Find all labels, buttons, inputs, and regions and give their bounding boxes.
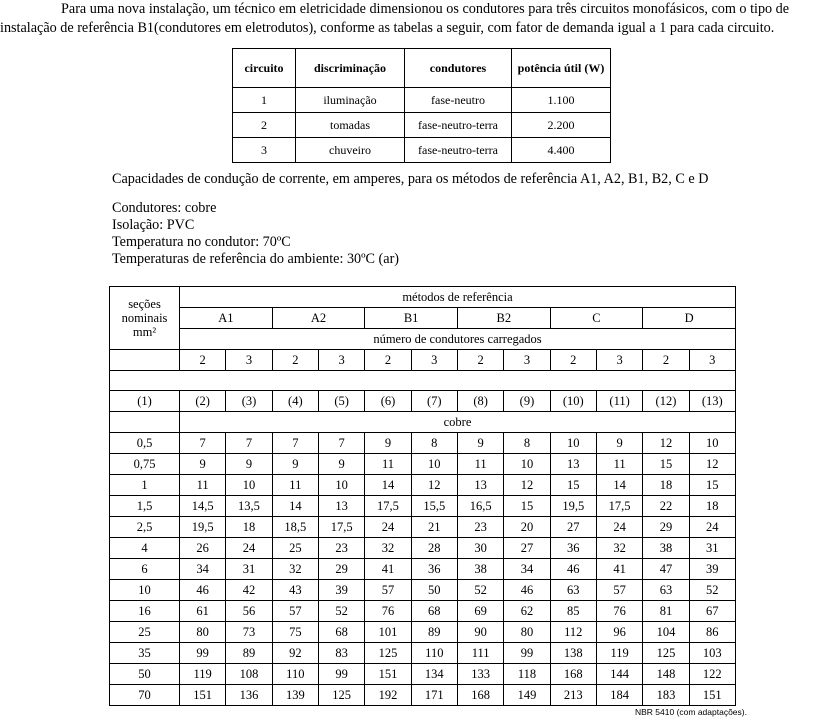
capacity-value: 9 — [365, 433, 411, 454]
capacity-value: 151 — [365, 664, 411, 685]
capacity-value: 56 — [226, 601, 272, 622]
capacity-value: 18 — [226, 517, 272, 538]
capacity-value: 96 — [596, 622, 642, 643]
circuit-row — [233, 113, 611, 138]
section-size: 70 — [110, 685, 180, 706]
capacity-value: 39 — [318, 580, 364, 601]
methods-header: métodos de referência — [180, 287, 736, 308]
spec-conductor-temperature: Temperatura no condutor: 70ºC — [112, 234, 291, 250]
capacity-value: 14 — [596, 475, 642, 496]
capacity-value: 11 — [180, 475, 226, 496]
capacity-value: 25 — [272, 538, 318, 559]
capacity-value: 31 — [226, 559, 272, 580]
capacity-value: 112 — [550, 622, 596, 643]
capacity-value: 27 — [504, 538, 550, 559]
circuits-header-description: discriminação — [296, 49, 405, 88]
ampacity-row — [110, 454, 736, 475]
capacity-value: 103 — [689, 643, 735, 664]
capacity-value: 73 — [226, 622, 272, 643]
capacity-value: 122 — [689, 664, 735, 685]
capacity-value: 63 — [550, 580, 596, 601]
empty-cell — [110, 350, 180, 371]
capacity-value: 213 — [550, 685, 596, 706]
circuits-header-circuit: circuito — [233, 49, 296, 88]
capacity-value: 89 — [226, 643, 272, 664]
intro-line-1: Para uma nova instalação, um técnico em eletricidade dimensionou os condutores para três circuitos monofásicos, com o tipo de — [61, 1, 790, 17]
capacity-value: 24 — [226, 538, 272, 559]
capacity-value: 13 — [457, 475, 503, 496]
capacity-value: 168 — [550, 664, 596, 685]
capacity-value: 21 — [411, 517, 457, 538]
section-header: seções nominais mm² — [110, 287, 180, 350]
capacity-value: 83 — [318, 643, 364, 664]
capacity-caption: Capacidades de condução de corrente, em amperes, para os métodos de referência A1, A2, B1, B2, C e D — [112, 171, 709, 187]
capacity-value: 119 — [596, 643, 642, 664]
capacity-value: 50 — [411, 580, 457, 601]
capacity-value: 27 — [550, 517, 596, 538]
capacity-value: 23 — [457, 517, 503, 538]
method-c: C — [550, 308, 643, 329]
spacer-row — [110, 371, 736, 391]
capacity-value: 11 — [457, 454, 503, 475]
capacity-value: 8 — [411, 433, 457, 454]
column-number: (3) — [226, 391, 272, 412]
circuit-cell: tomadas — [296, 113, 405, 138]
circuits-header-power: potência útil (W) — [512, 49, 611, 88]
capacity-value: 183 — [643, 685, 689, 706]
specs-list — [112, 200, 399, 268]
circuit-row — [233, 138, 611, 163]
capacity-value: 17,5 — [318, 517, 364, 538]
capacity-value: 46 — [550, 559, 596, 580]
capacity-value: 12 — [504, 475, 550, 496]
ampacity-row — [110, 496, 736, 517]
source-footnote: NBR 5410 (com adaptações). — [635, 707, 747, 717]
column-number: (9) — [504, 391, 550, 412]
capacity-value: 171 — [411, 685, 457, 706]
capacity-value: 125 — [643, 643, 689, 664]
capacity-value: 69 — [457, 601, 503, 622]
capacity-value: 18 — [643, 475, 689, 496]
material-label: cobre — [180, 412, 736, 433]
capacity-value: 29 — [643, 517, 689, 538]
section-size: 1 — [110, 475, 180, 496]
ampacity-row — [110, 622, 736, 643]
capacity-value: 22 — [643, 496, 689, 517]
column-number: (13) — [689, 391, 735, 412]
intro-line-2: instalação de referência B1(condutores em eletrodutos), conforme as tabelas a seguir, com fator de demanda igual a 1 para cada circuito. — [0, 20, 775, 36]
capacity-value: 24 — [596, 517, 642, 538]
capacity-value: 11 — [365, 454, 411, 475]
capacity-value: 7 — [272, 433, 318, 454]
circuit-cell: 2.200 — [512, 113, 611, 138]
capacity-value: 192 — [365, 685, 411, 706]
column-number: (7) — [411, 391, 457, 412]
capacity-value: 52 — [689, 580, 735, 601]
capacity-value: 168 — [457, 685, 503, 706]
capacity-value: 18,5 — [272, 517, 318, 538]
capacity-value: 14,5 — [180, 496, 226, 517]
capacity-value: 30 — [457, 538, 503, 559]
section-size: 25 — [110, 622, 180, 643]
capacity-value: 7 — [180, 433, 226, 454]
capacity-value: 86 — [689, 622, 735, 643]
capacity-value: 10 — [318, 475, 364, 496]
capacity-value: 46 — [504, 580, 550, 601]
capacity-value: 20 — [504, 517, 550, 538]
capacity-value: 9 — [180, 454, 226, 475]
capacity-value: 57 — [272, 601, 318, 622]
capacity-value: 32 — [596, 538, 642, 559]
section-size: 1,5 — [110, 496, 180, 517]
capacity-value: 7 — [318, 433, 364, 454]
capacity-value: 61 — [180, 601, 226, 622]
capacity-value: 43 — [272, 580, 318, 601]
ampacity-row — [110, 475, 736, 496]
capacity-value: 104 — [643, 622, 689, 643]
capacity-value: 16,5 — [457, 496, 503, 517]
capacity-value: 90 — [457, 622, 503, 643]
spec-conductors: Condutores: cobre — [112, 200, 217, 216]
capacity-value: 34 — [180, 559, 226, 580]
capacity-value: 11 — [596, 454, 642, 475]
capacity-value: 89 — [411, 622, 457, 643]
method-d: D — [643, 308, 736, 329]
capacity-value: 75 — [272, 622, 318, 643]
column-number: (12) — [643, 391, 689, 412]
capacity-value: 80 — [180, 622, 226, 643]
capacity-value: 32 — [365, 538, 411, 559]
ampacity-row — [110, 517, 736, 538]
capacity-value: 99 — [180, 643, 226, 664]
capacity-value: 13 — [550, 454, 596, 475]
capacity-value: 76 — [365, 601, 411, 622]
capacity-value: 28 — [411, 538, 457, 559]
ampacity-row — [110, 643, 736, 664]
capacity-value: 12 — [643, 433, 689, 454]
loaded-count: 3 — [596, 350, 642, 371]
capacity-value: 9 — [272, 454, 318, 475]
capacity-value: 9 — [596, 433, 642, 454]
capacity-value: 38 — [457, 559, 503, 580]
loaded-count: 3 — [226, 350, 272, 371]
capacity-value: 39 — [689, 559, 735, 580]
capacity-value: 14 — [272, 496, 318, 517]
capacity-value: 139 — [272, 685, 318, 706]
circuit-cell: 4.400 — [512, 138, 611, 163]
capacity-value: 68 — [318, 622, 364, 643]
loaded-count: 2 — [180, 350, 226, 371]
ampacity-row — [110, 538, 736, 559]
capacity-value: 17,5 — [596, 496, 642, 517]
loaded-count: 2 — [643, 350, 689, 371]
capacity-value: 34 — [504, 559, 550, 580]
circuit-cell: 1 — [233, 88, 296, 113]
capacity-value: 63 — [643, 580, 689, 601]
capacity-value: 151 — [689, 685, 735, 706]
circuit-cell: iluminação — [296, 88, 405, 113]
section-size: 35 — [110, 643, 180, 664]
loaded-counts-row — [110, 350, 736, 371]
capacity-value: 24 — [689, 517, 735, 538]
capacity-value: 38 — [643, 538, 689, 559]
circuits-header-conductors: condutores — [405, 49, 512, 88]
capacity-value: 99 — [504, 643, 550, 664]
capacity-value: 149 — [504, 685, 550, 706]
capacity-value: 81 — [643, 601, 689, 622]
capacity-value: 9 — [318, 454, 364, 475]
section-size: 10 — [110, 580, 180, 601]
capacity-value: 13 — [318, 496, 364, 517]
capacity-value: 62 — [504, 601, 550, 622]
intro-paragraph — [0, 0, 831, 38]
capacity-value: 9 — [457, 433, 503, 454]
methods-header-row — [110, 287, 736, 308]
section-size: 2,5 — [110, 517, 180, 538]
capacity-value: 12 — [689, 454, 735, 475]
column-number: (6) — [365, 391, 411, 412]
empty-cell — [110, 412, 180, 433]
capacity-value: 85 — [550, 601, 596, 622]
methods-row — [110, 308, 736, 329]
capacity-value: 32 — [272, 559, 318, 580]
circuits-table — [232, 48, 611, 163]
column-number: (2) — [180, 391, 226, 412]
section-size: 0,5 — [110, 433, 180, 454]
capacity-value: 110 — [411, 643, 457, 664]
loaded-header: número de condutores carregados — [180, 329, 736, 350]
capacity-value: 52 — [457, 580, 503, 601]
capacity-value: 184 — [596, 685, 642, 706]
loaded-count: 3 — [411, 350, 457, 371]
circuit-cell: fase-neutro-terra — [405, 138, 512, 163]
capacity-value: 125 — [365, 643, 411, 664]
circuit-cell: fase-neutro-terra — [405, 113, 512, 138]
capacity-value: 134 — [411, 664, 457, 685]
capacity-value: 18 — [689, 496, 735, 517]
capacity-value: 101 — [365, 622, 411, 643]
method-a1: A1 — [180, 308, 273, 329]
loaded-header-row — [110, 329, 736, 350]
capacity-value: 17,5 — [365, 496, 411, 517]
column-number: (8) — [457, 391, 503, 412]
capacity-value: 144 — [596, 664, 642, 685]
column-numbers-row — [110, 391, 736, 412]
loaded-count: 3 — [504, 350, 550, 371]
spec-insulation: Isolação: PVC — [112, 217, 195, 233]
loaded-count: 3 — [689, 350, 735, 371]
column-number: (5) — [318, 391, 364, 412]
capacity-value: 26 — [180, 538, 226, 559]
capacity-value: 10 — [226, 475, 272, 496]
method-a2: A2 — [272, 308, 365, 329]
capacity-value: 138 — [550, 643, 596, 664]
column-number: (10) — [550, 391, 596, 412]
circuit-cell: 1.100 — [512, 88, 611, 113]
capacity-value: 19,5 — [180, 517, 226, 538]
capacity-value: 67 — [689, 601, 735, 622]
capacity-value: 31 — [689, 538, 735, 559]
capacity-value: 15 — [643, 454, 689, 475]
capacity-value: 110 — [272, 664, 318, 685]
ampacity-row — [110, 433, 736, 454]
capacity-value: 15 — [550, 475, 596, 496]
capacity-value: 57 — [596, 580, 642, 601]
capacity-value: 15 — [689, 475, 735, 496]
capacity-value: 29 — [318, 559, 364, 580]
capacity-value: 14 — [365, 475, 411, 496]
capacity-value: 12 — [411, 475, 457, 496]
loaded-count: 2 — [550, 350, 596, 371]
ampacity-row — [110, 601, 736, 622]
column-number: (4) — [272, 391, 318, 412]
loaded-count: 2 — [457, 350, 503, 371]
capacity-value: 10 — [504, 454, 550, 475]
capacity-value: 10 — [689, 433, 735, 454]
ampacity-row — [110, 664, 736, 685]
ampacity-row — [110, 559, 736, 580]
loaded-count: 2 — [272, 350, 318, 371]
capacity-value: 24 — [365, 517, 411, 538]
ampacity-row — [110, 580, 736, 601]
capacity-value: 133 — [457, 664, 503, 685]
capacity-value: 80 — [504, 622, 550, 643]
capacity-value: 92 — [272, 643, 318, 664]
capacity-value: 11 — [272, 475, 318, 496]
section-size: 0,75 — [110, 454, 180, 475]
capacity-value: 15 — [504, 496, 550, 517]
capacity-value: 148 — [643, 664, 689, 685]
capacity-value: 41 — [365, 559, 411, 580]
capacity-value: 76 — [596, 601, 642, 622]
section-size: 16 — [110, 601, 180, 622]
capacity-value: 9 — [226, 454, 272, 475]
method-b2: B2 — [457, 308, 550, 329]
loaded-count: 3 — [318, 350, 364, 371]
capacity-value: 151 — [180, 685, 226, 706]
capacity-value: 47 — [643, 559, 689, 580]
capacity-value: 46 — [180, 580, 226, 601]
capacity-value: 68 — [411, 601, 457, 622]
capacity-value: 36 — [411, 559, 457, 580]
column-number: (11) — [596, 391, 642, 412]
capacity-value: 19,5 — [550, 496, 596, 517]
circuit-cell: 2 — [233, 113, 296, 138]
capacity-value: 23 — [318, 538, 364, 559]
ampacity-row — [110, 685, 736, 706]
capacity-value: 13,5 — [226, 496, 272, 517]
capacity-value: 99 — [318, 664, 364, 685]
capacity-value: 7 — [226, 433, 272, 454]
capacity-value: 57 — [365, 580, 411, 601]
capacity-value: 10 — [411, 454, 457, 475]
circuit-cell: fase-neutro — [405, 88, 512, 113]
capacity-value: 36 — [550, 538, 596, 559]
column-number: (1) — [110, 391, 180, 412]
spec-ambient-temperature: Temperaturas de referência do ambiente: 30ºC (ar) — [112, 251, 400, 267]
circuit-cell: 3 — [233, 138, 296, 163]
section-size: 6 — [110, 559, 180, 580]
capacity-value: 111 — [457, 643, 503, 664]
capacity-value: 10 — [550, 433, 596, 454]
circuits-header-row — [233, 49, 611, 88]
capacity-value: 52 — [318, 601, 364, 622]
method-b1: B1 — [365, 308, 458, 329]
spacer-cell — [110, 371, 736, 391]
capacity-value: 42 — [226, 580, 272, 601]
capacity-value: 119 — [180, 664, 226, 685]
capacity-value: 125 — [318, 685, 364, 706]
capacity-value: 136 — [226, 685, 272, 706]
section-size: 50 — [110, 664, 180, 685]
capacity-value: 118 — [504, 664, 550, 685]
material-row — [110, 412, 736, 433]
ampacity-table — [109, 286, 736, 706]
loaded-count: 2 — [365, 350, 411, 371]
capacity-value: 108 — [226, 664, 272, 685]
capacity-value: 15,5 — [411, 496, 457, 517]
circuit-row — [233, 88, 611, 113]
capacity-value: 41 — [596, 559, 642, 580]
circuit-cell: chuveiro — [296, 138, 405, 163]
capacity-value: 8 — [504, 433, 550, 454]
section-size: 4 — [110, 538, 180, 559]
